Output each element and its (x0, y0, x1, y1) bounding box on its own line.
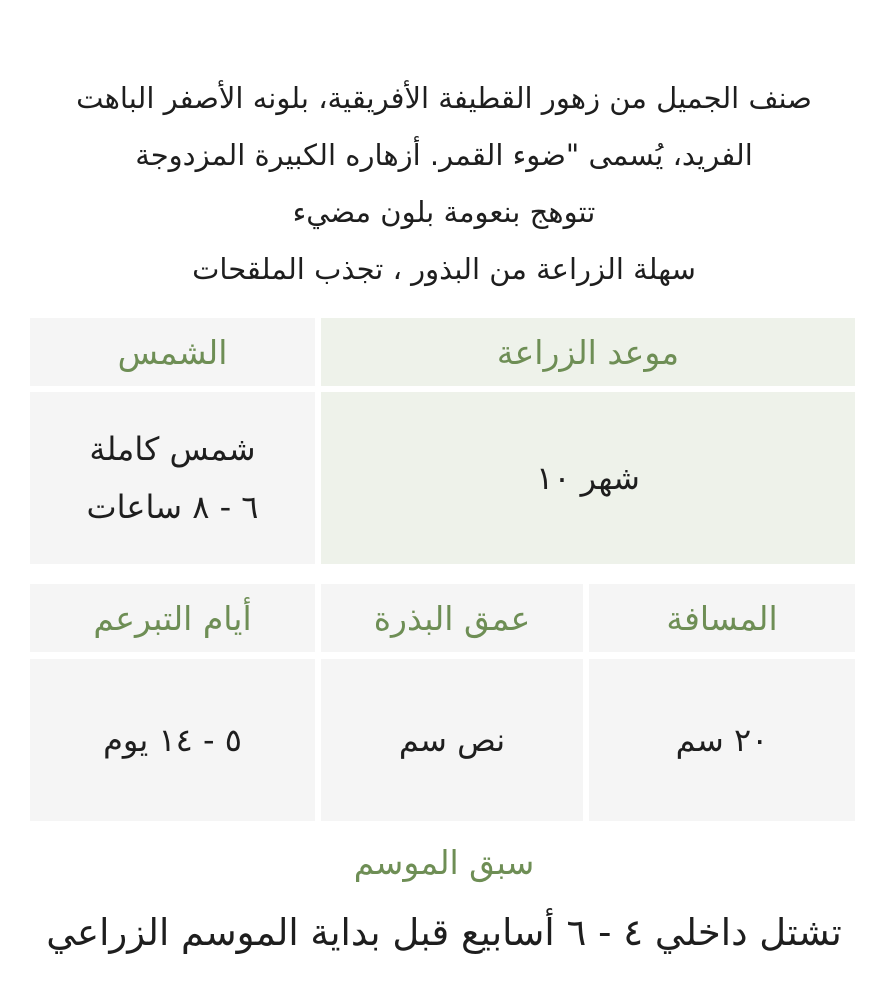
germination-value-text: ٥ - ١٤ يوم (103, 721, 242, 759)
description-line: الفريد، يُسمى "ضوء القمر. أزهاره الكبيرة المزدوجة (135, 138, 753, 172)
description (20, 70, 868, 298)
spacing-header (589, 584, 855, 652)
description-line: تتوهج بنعومة بلون مضيء (292, 195, 596, 229)
seed-depth-value-text: نص سم (398, 721, 506, 759)
germination-header-label: أيام التبرعم (93, 598, 252, 638)
sun-value-line2: ٦ - ٨ ساعات (86, 488, 259, 526)
planting-time-value (321, 392, 855, 564)
spacing-header-label: المسافة (666, 598, 778, 638)
description-line: صنف الجميل من زهور القطيفة الأفريقية، بلونه الأصفر الباهت (76, 81, 812, 115)
spacing-value (589, 659, 855, 821)
sun-header (30, 318, 315, 386)
planting-time-value-text: شهر ١٠ (536, 459, 640, 497)
description-line: سهلة الزراعة من البذور ، تجذب الملقحات (192, 252, 696, 286)
germination-header (30, 584, 315, 652)
seed-depth-value (321, 659, 583, 821)
sun-value (30, 392, 315, 564)
spacing-value-text: ٢٠ سم (675, 721, 769, 759)
planting-time-header-label: موعد الزراعة (496, 332, 680, 372)
planting-time-header (321, 318, 855, 386)
season-title: سبق الموسم (353, 843, 535, 882)
seed-depth-header (321, 584, 583, 652)
sun-value-line1: شمس كاملة (89, 430, 256, 468)
sun-header-label: الشمس (117, 332, 228, 372)
germination-value (30, 659, 315, 821)
seed-depth-header-label: عمق البذرة (373, 598, 531, 638)
season-text: تشتل داخلي ٤ - ٦ أسابيع قبل بداية الموسم الزراعي (46, 911, 842, 954)
